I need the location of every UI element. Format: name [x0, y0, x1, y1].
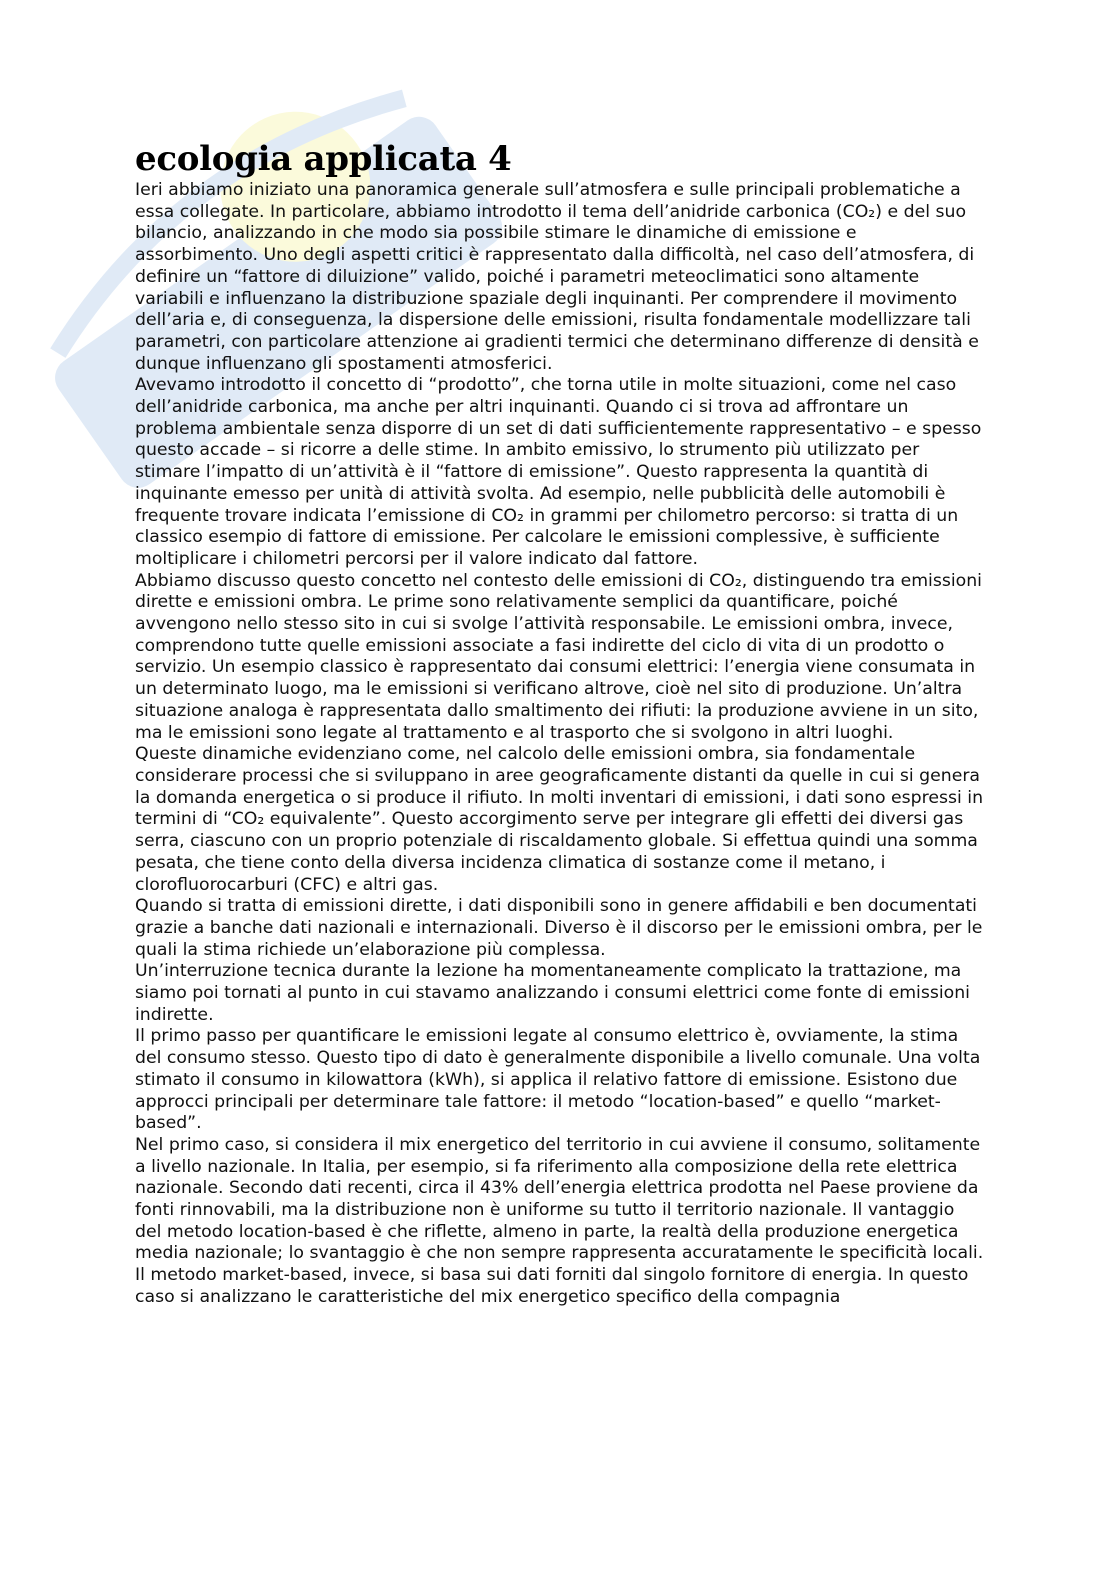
paragraph: Nel primo caso, si considera il mix energetico del territorio in cui avviene il consumo, solitamente a livello nazionale. In Italia, per esempio, si fa riferimento alla composizione della rete elettrica nazionale. Secondo dati recenti, circa il 43% dell’energia elettrica prodotta nel Paese proviene da fonti rinnovabili, ma la distribuzione non è uniforme su tutto il territorio nazionale. Il vantaggio del metodo location-based è che riflette, almeno in parte, la realtà della produzione energetica media nazionale; lo svantaggio è che non sempre rappresenta accuratamente le specificità locali. [135, 1134, 984, 1264]
paragraph: Il metodo market-based, invece, si basa sui dati forniti dal singolo fornitore di energia. In questo caso si analizzano le caratteristiche del mix energetico specifico della compagnia [135, 1265, 969, 1307]
document-page [135, 138, 985, 1309]
document-body [135, 180, 985, 1309]
paragraph: Abbiamo discusso questo concetto nel contesto delle emissioni di CO₂, distinguendo tra emissioni dirette e emissioni ombra. Le prime sono relativamente semplici da quantificare, poiché avvengono nello stesso sito in cui si svolge l’attività responsabile. Le emissioni ombra, invece, comprendono tutte quelle emissioni associate a fasi indirette del ciclo di vita di un prodotto o servizio. Un esempio classico è rappresentato dai consumi elettrici: l’energia viene consumata in un determinato luogo, ma le emissioni si verificano altrove, cioè nel sito di produzione. Un’altra situazione analoga è rappresentata dallo smaltimento dei rifiuti: la produzione avviene in un sito, ma le emissioni sono legate al trattamento e al trasporto che si svolgono in altri luoghi. [135, 570, 982, 743]
paragraph: Il primo passo per quantificare le emissioni legate al consumo elettrico è, ovviamente, la stima del consumo stesso. Questo tipo di dato è generalmente disponibile a livello comunale. Una volta stimato il consumo in kilowattora (kWh), si applica il relativo fattore di emissione. Esistono due approcci principali per determinare tale fattore: il metodo “location-based” e quello “market-based”. [135, 1026, 981, 1134]
paragraph: Ieri abbiamo iniziato una panoramica generale sull’atmosfera e sulle principali problematiche a essa collegate. In particolare, abbiamo introdotto il tema dell’anidride carbonica (CO₂) e del suo bilancio, analizzando in che modo sia possibile stimare le dinamiche di emissione e assorbimento. Uno degli aspetti critici è rappresentato dalla difficoltà, nel caso dell’atmosfera, di definire un “fattore di diluizione” valido, poiché i parametri meteoclimatici sono altamente variabili e influenzano la distribuzione spaziale degli inquinanti. Per comprendere il movimento dell’aria e, di conseguenza, la dispersione delle emissioni, risulta fondamentale modellizzare tali parametri, con particolare attenzione ai gradienti termici che determinano differenze di densità e dunque influenzano gli spostamenti atmosferici. [135, 180, 979, 374]
paragraph: Un’interruzione tecnica durante la lezione ha momentaneamente complicato la trattazione, ma siamo poi tornati al punto in cui stavamo analizzando i consumi elettrici come fonte di emissioni indirette. [135, 961, 970, 1025]
paragraph: Quando si tratta di emissioni dirette, i dati disponibili sono in genere affidabili e ben documentati grazie a banche dati nazionali e internazionali. Diverso è il discorso per le emissioni ombra, per le quali la stima richiede un’elaborazione più complessa. [135, 896, 983, 960]
paragraph: Queste dinamiche evidenziano come, nel calcolo delle emissioni ombra, sia fondamentale considerare processi che si sviluppano in aree geograficamente distanti da quelle in cui si genera la domanda energetica o si produce il rifiuto. In molti inventari di emissioni, i dati sono espressi in termini di “CO₂ equivalente”. Questo accorgimento serve per integrare gli effetti dei diversi gas serra, ciascuno con un proprio potenziale di riscaldamento globale. Si effettua quindi una somma pesata, che tiene conto della diversa incidenza climatica di sostanze come il metano, i clorofluorocarburi (CFC) e altri gas. [135, 744, 984, 895]
paragraph: Avevamo introdotto il concetto di “prodotto”, che torna utile in molte situazioni, come nel caso dell’anidride carbonica, ma anche per altri inquinanti. Quando ci si trova ad affrontare un problema ambientale senza disporre di un set di dati sufficientemente rappresentativo – e spesso questo accade – si ricorre a delle stime. In ambito emissivo, lo strumento più utilizzato per stimare l’impatto di un’attività è il “fattore di emissione”. Questo rappresenta la quantità di inquinante emesso per unità di attività svolta. Ad esempio, nelle pubblicità delle automobili è frequente trovare indicata l’emissione di CO₂ in grammi per chilometro percorso: si tratta di un classico esempio di fattore di emissione. Per calcolare le emissioni complessive, è sufficiente moltiplicare i chilometri percorsi per il valore indicato dal fattore. [135, 375, 982, 569]
document-title: ecologia applicata 4 [135, 139, 512, 179]
